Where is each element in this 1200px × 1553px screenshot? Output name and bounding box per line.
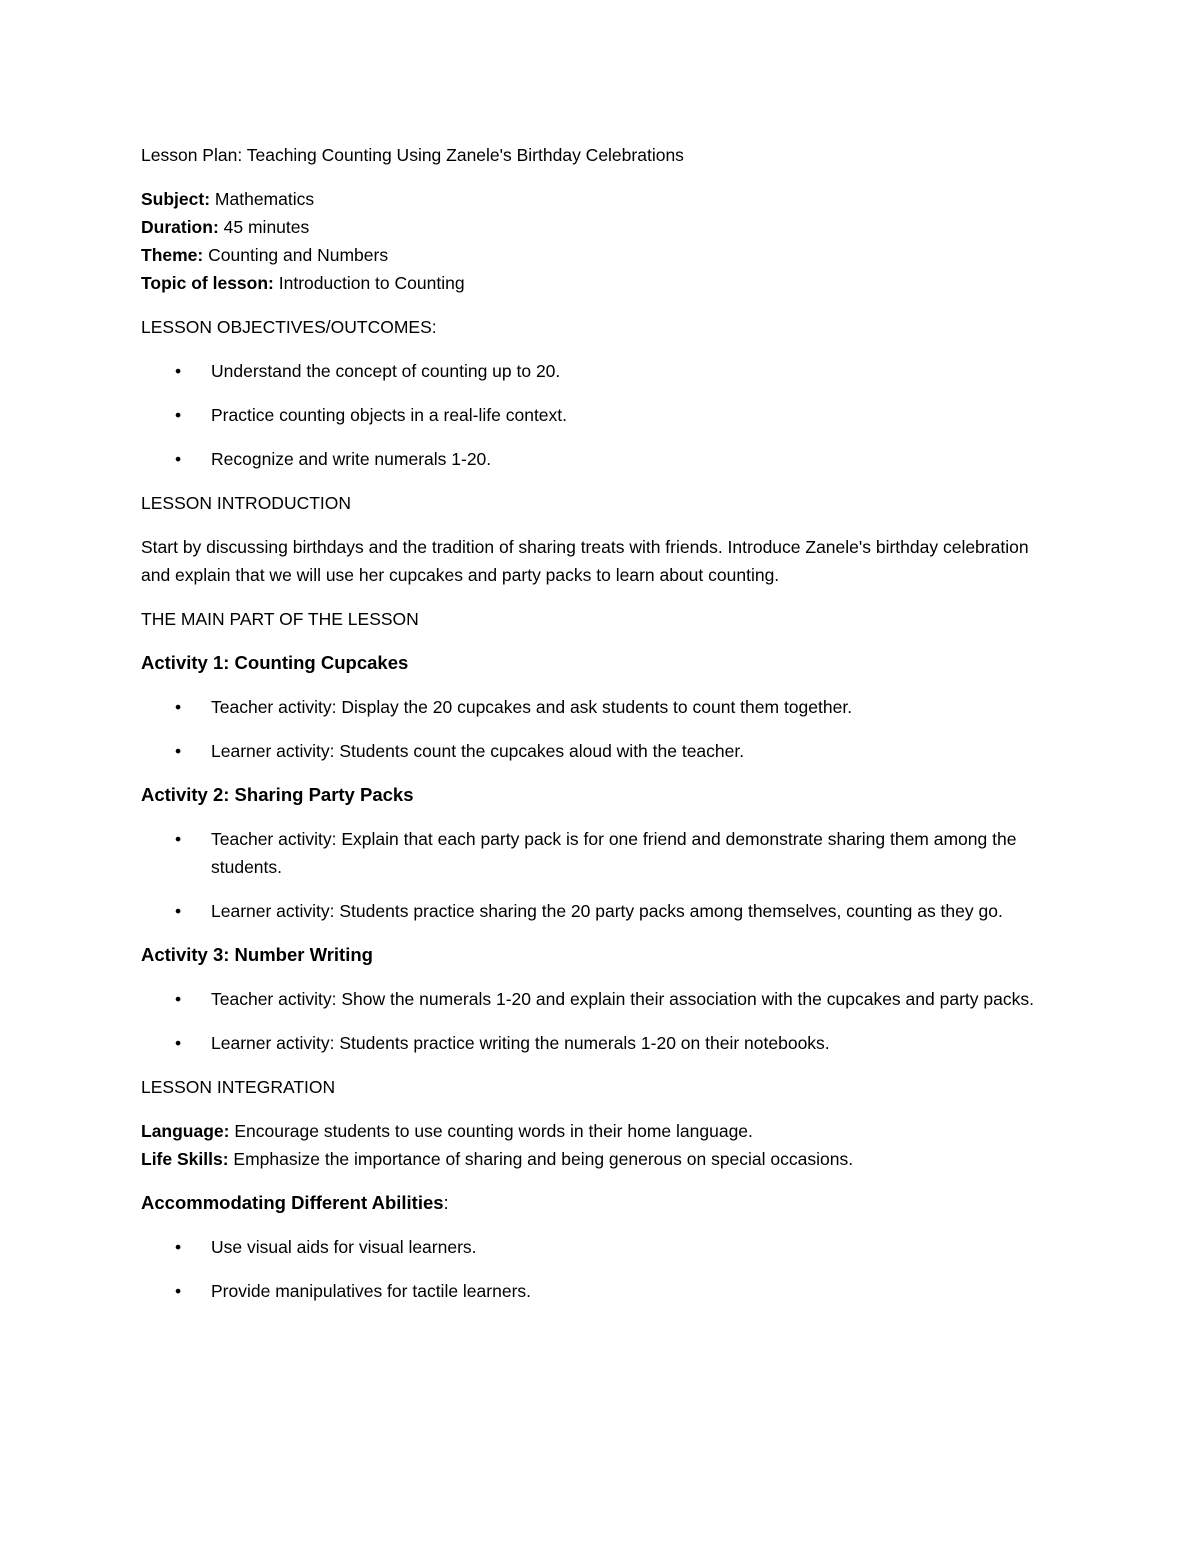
document-page [141,141,1051,1321]
activity-3-list [141,985,1051,1057]
objectives-list [141,357,1051,473]
list-item [141,737,1051,765]
bullet-icon: • [175,361,182,381]
meta-duration-value: 45 minutes [223,217,310,237]
list-item-text: Teacher activity: Show the numerals 1-20 and explain their association with the cupcakes and party packs. [211,989,1034,1009]
accommodating-heading [141,1189,1051,1217]
meta-subject [141,185,1051,213]
list-item-text: Provide manipulatives for tactile learners. [211,1281,532,1301]
bullet-icon: • [175,405,182,425]
activity-1-title: Activity 1: Counting Cupcakes [141,652,409,673]
objectives-heading: LESSON OBJECTIVES/OUTCOMES: [141,317,437,337]
list-item-text: Recognize and write numerals 1-20. [211,449,492,469]
bullet-icon: • [175,901,182,921]
list-item [141,1233,1051,1261]
activity-3-title: Activity 3: Number Writing [141,944,373,965]
bullet-icon: • [175,697,182,717]
activity-2-title: Activity 2: Sharing Party Packs [141,784,414,805]
integration-life-skills-value: Emphasize the importance of sharing and being generous on special occasions. [233,1149,854,1169]
list-item-text: Teacher activity: Explain that each party pack is for one friend and demonstrate sharing them among the students. [211,829,1017,877]
accommodating-heading-text: Accommodating Different Abilities [141,1192,444,1213]
meta-topic [141,269,1051,297]
integration-language-label: Language: [141,1121,230,1141]
list-item [141,825,1051,881]
activity-1-list [141,693,1051,765]
list-item-text: Understand the concept of counting up to 20. [211,361,561,381]
list-item [141,445,1051,473]
list-item-text: Practice counting objects in a real-life context. [211,405,568,425]
meta-theme-value: Counting and Numbers [208,245,389,265]
integration-language [141,1117,1051,1145]
meta-subject-value: Mathematics [214,189,315,209]
meta-topic-label: Topic of lesson: [141,273,274,293]
introduction-text: Start by discussing birthdays and the tradition of sharing treats with friends. Introduce Zanele's birthday celebration and explain that we will use her cupcakes and party packs to learn about counting. [141,537,1029,585]
meta-duration-label: Duration: [141,217,219,237]
page-title: Lesson Plan: Teaching Counting Using Zanele's Birthday Celebrations [141,145,684,165]
integration-life-skills-label: Life Skills: [141,1149,229,1169]
integration-heading: LESSON INTEGRATION [141,1077,336,1097]
integration-block [141,1117,1051,1173]
introduction-heading: LESSON INTRODUCTION [141,493,352,513]
list-item-text: Learner activity: Students count the cupcakes aloud with the teacher. [211,741,745,761]
activity-2-list [141,825,1051,925]
meta-subject-label: Subject: [141,189,211,209]
meta-duration [141,213,1051,241]
list-item-text: Learner activity: Students practice sharing the 20 party packs among themselves, counting as they go. [211,901,1003,921]
list-item-text: Teacher activity: Display the 20 cupcakes and ask students to count them together. [211,697,853,717]
list-item-text: Use visual aids for visual learners. [211,1237,477,1257]
main-heading: THE MAIN PART OF THE LESSON [141,609,419,629]
bullet-icon: • [175,1033,182,1053]
bullet-icon: • [175,989,182,1009]
list-item [141,1277,1051,1305]
list-item [141,985,1051,1013]
list-item [141,693,1051,721]
list-item [141,1029,1051,1057]
bullet-icon: • [175,1237,182,1257]
bullet-icon: • [175,1281,182,1301]
meta-theme [141,241,1051,269]
bullet-icon: • [175,829,182,849]
list-item-text: Learner activity: Students practice writing the numerals 1-20 on their notebooks. [211,1033,830,1053]
list-item [141,401,1051,429]
accommodating-heading-colon: : [443,1192,449,1213]
integration-language-value: Encourage students to use counting words in their home language. [234,1121,753,1141]
list-item [141,357,1051,385]
meta-topic-value: Introduction to Counting [278,273,465,293]
bullet-icon: • [175,449,182,469]
lesson-meta [141,185,1051,297]
meta-theme-label: Theme: [141,245,204,265]
list-item [141,897,1051,925]
integration-life-skills [141,1145,1051,1173]
bullet-icon: • [175,741,182,761]
accommodating-list [141,1233,1051,1305]
